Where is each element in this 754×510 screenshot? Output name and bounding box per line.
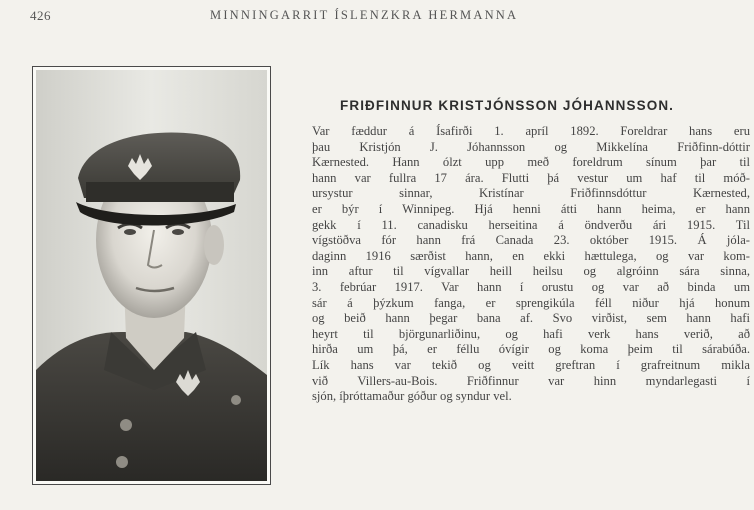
article-line: og beið hann þegar bana af. Svo virðist, sem hann hafi (312, 311, 750, 326)
article-line: vígstöðva fór hann frá Canada 23. október 1915. Á jóla- (312, 233, 750, 248)
article-line: þau Kristjón J. Jóhannsson og Mikkelína Friðfinn-dóttir (312, 139, 750, 154)
article-line: sár á þýzkum fanga, er sprengikúla féll niður hjá honum (312, 295, 750, 310)
article-line: sjón, íþróttamaður góður og syndur vel. (312, 389, 512, 404)
article-line: Var fæddur á Ísafirði 1. apríl 1892. Foreldrar hans eru (312, 124, 750, 138)
page-number: 426 (30, 8, 51, 23)
soldier-portrait-image (36, 70, 267, 481)
article-line: við Villers-au-Bois. Friðfinnur var hinn myndarlegasti í (312, 373, 750, 388)
article-line: heyrt til björgunarliðinu, og hafi verk hans verið, að (312, 326, 750, 341)
article-line: Kærnested. Hann ólzt upp með foreldrum sínum þar til (312, 155, 750, 170)
running-head (0, 0, 754, 30)
article-line: daginn 1916 særðist hann, en ekki hættulega, og var kom- (312, 248, 750, 263)
article-line: ursystur sinnar, Kristínar Friðfinnsdóttur Kærnested, (312, 186, 750, 201)
article-line: 3. febrúar 1917. Var hann í orustu og var að binda um (312, 279, 750, 294)
article-line: hann var fullra 17 ára. Flutti þá vestur um haf til móð- (312, 170, 750, 185)
running-title: MINNINGARRIT ÍSLENZKRA HERMANNA (210, 8, 519, 22)
article-line: er býr í Winnipeg. Hjá henni átti hann heima, er hann (312, 201, 750, 216)
article-line: inn aftur til vígvallar heill heilsu og algróinn sára sinna, (312, 264, 750, 279)
article-line: Lík hans var tekið og veitt greftran í grafreitnum mikla (312, 357, 750, 372)
article-line: gekk í 11. canadisku herseitina á öndverðu ári 1915. Til (312, 217, 750, 232)
article-body (312, 124, 750, 405)
article-heading: FRIÐFINNUR KRISTJÓNSSON JÓHANNSSON. (340, 98, 675, 113)
article-line: hirða um þá, er féllu óvígir og koma þeim til sárabúða. (312, 342, 750, 357)
portrait-photo (32, 66, 271, 485)
